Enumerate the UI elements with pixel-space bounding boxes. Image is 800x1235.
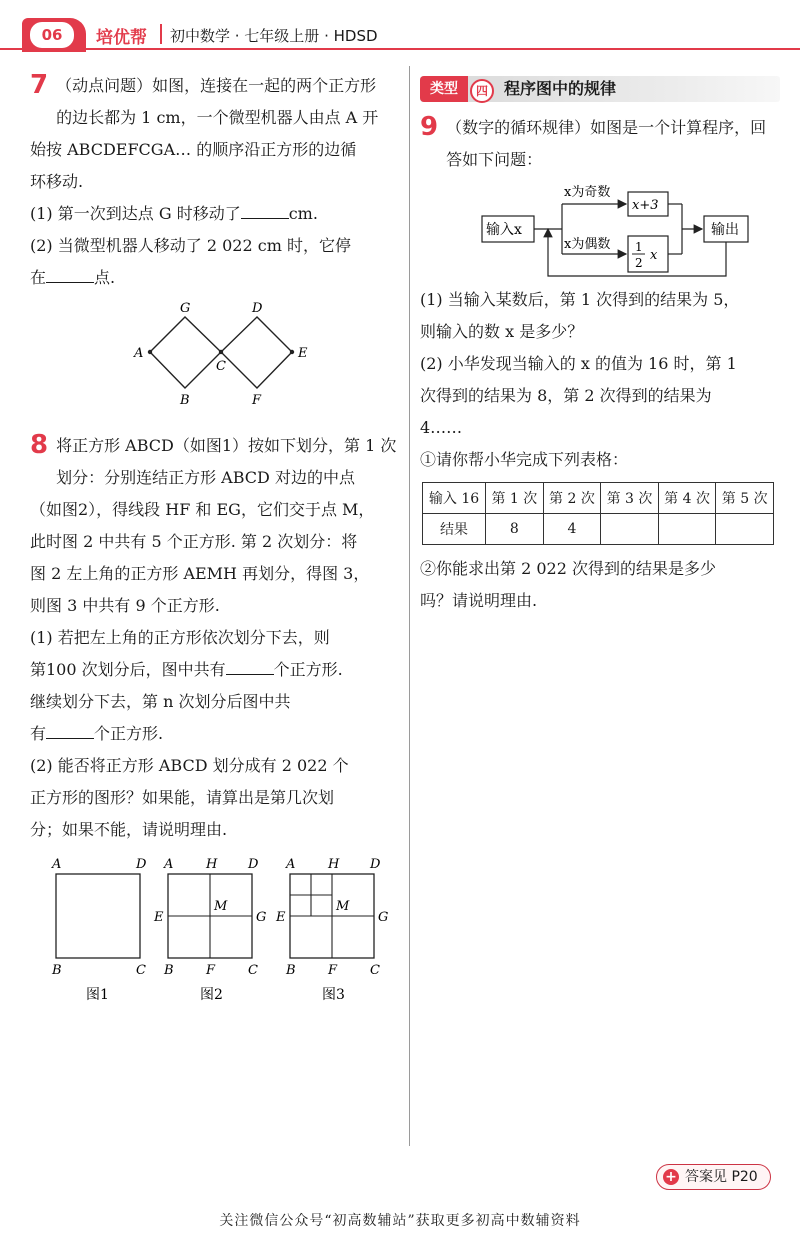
flow-odd-label: x为奇数 — [564, 185, 611, 200]
plus-circle-icon: + — [663, 1169, 679, 1185]
fig2-label-c: C — [248, 963, 258, 978]
q9-sub-2-line-1: ②你能求出第 2 022 次得到的结果是多少 — [420, 559, 716, 578]
q8-line-3: （如图2），得线段 HF 和 EG，它们交于点 M， — [30, 500, 375, 519]
table-header-cell: 第 4 次 — [658, 483, 716, 514]
q7-part-1-unit: cm. — [288, 204, 318, 223]
table-cell: 4 — [543, 514, 601, 545]
q7-text-line-2: 的边长都为 1 cm，一个微型机器人由点 A 开 — [56, 108, 379, 127]
q8-part-2-line-2: 正方形的图形？如果能，请算出是第几次划 — [30, 788, 335, 807]
q9-intro-line-1: （数字的循环规律）如图是一个计算程序，回 — [446, 118, 767, 137]
q7-point-c — [219, 350, 223, 354]
table-cell-empty[interactable] — [658, 514, 716, 545]
q7-label-a: A — [134, 346, 144, 361]
flow-even-op-denominator: 2 — [635, 256, 643, 270]
table-header-cell: 第 2 次 — [543, 483, 601, 514]
fig3-caption: 图3 — [322, 987, 345, 1003]
section-title: 程序图中的规律 — [504, 79, 617, 98]
q7-right-square — [221, 317, 292, 388]
fig2-label-a: A — [164, 857, 174, 872]
q8-line-4: 此时图 2 中共有 5 个正方形. 第 2 次划分：将 — [30, 532, 358, 551]
q7-text-line-3: 始按 ABCDEFCGA… 的顺序沿正方形的边循 — [30, 140, 357, 159]
q8-line-1: 将正方形 ABCD（如图1）按如下划分，第 1 次 — [56, 436, 397, 455]
section-banner — [420, 76, 780, 102]
q7-label-g: G — [180, 301, 191, 316]
q7-left-square — [150, 317, 221, 388]
q7-label-c: C — [216, 359, 226, 374]
q8-answer-blank-2[interactable] — [46, 720, 94, 739]
q9-part-1-line-1: (1) 当输入某数后，第 1 次得到的结果为 5， — [420, 290, 740, 309]
q9-flowchart — [420, 178, 780, 278]
fig3-label-a: A — [286, 857, 296, 872]
header-separator — [160, 24, 162, 44]
footer-note: 关注微信公众号“初高数辅站”获取更多初高中数辅资料 — [219, 1213, 581, 1229]
q9-part-2-line-3: 4…… — [420, 418, 463, 437]
section-number-badge: 四 — [470, 79, 494, 103]
table-cell-empty[interactable] — [601, 514, 659, 545]
fig3-label-h: H — [328, 857, 340, 872]
fig1-square — [56, 874, 140, 958]
fig3-label-b: B — [286, 963, 296, 978]
header-rule — [0, 48, 800, 50]
q7-text-line-1: （动点问题）如图，连接在一起的两个正方形 — [56, 76, 377, 95]
q8-answer-blank-1[interactable] — [226, 656, 274, 675]
q8-part-1-line-3: 继续划分下去，第 n 次划分后图中共 — [30, 692, 291, 711]
q7-answer-blank-1[interactable] — [241, 200, 289, 219]
q8-part-1-line-4 — [30, 718, 408, 750]
fig1-label-b: B — [52, 963, 62, 978]
fig1-caption: 图1 — [86, 987, 109, 1003]
q7-label-b: B — [180, 393, 190, 408]
answer-reference-badge[interactable] — [656, 1164, 771, 1190]
q8-part-2-line-3: 分；如果不能，请说明理由. — [30, 820, 228, 839]
q9-sub-1: ①请你帮小华完成下列表格： — [420, 450, 629, 469]
q7-label-e: E — [298, 346, 308, 361]
q7-text-line-4: 环移动. — [30, 172, 84, 191]
q7-part-2-line-1: (2) 当微型机器人移动了 2 022 cm 时，它停 — [30, 236, 351, 255]
question-7-number: 7 — [30, 70, 49, 100]
table-cell: 结果 — [423, 514, 486, 545]
fig2-label-m: M — [214, 899, 228, 914]
fig3-label-e: E — [276, 910, 286, 925]
fig2-label-e: E — [154, 910, 164, 925]
fig3-label-f: F — [328, 963, 338, 978]
flow-even-op-numerator: 1 — [635, 240, 643, 254]
question-9 — [420, 112, 780, 617]
section-tag: 类型 — [420, 76, 468, 102]
flow-output-label: 输出 — [711, 222, 739, 238]
q9-part-1-line-2: 则输入的数 x 是多少？ — [420, 322, 584, 341]
q8-line-2: 划分：分别连结正方形 ABCD 对边的中点 — [56, 468, 355, 487]
fig3-label-d: D — [370, 857, 381, 872]
q8-line-5: 图 2 左上角的正方形 AEMH 再划分，得图 3， — [30, 564, 370, 583]
flow-input-label: 输入x — [486, 222, 522, 238]
answer-reference-text: 答案见 P20 — [685, 1169, 758, 1185]
q8-part-1-tail: 个正方形. — [273, 660, 343, 679]
fig3-label-m: M — [336, 899, 350, 914]
table-header-cell: 第 1 次 — [486, 483, 544, 514]
q8-part-1-line-1: (1) 若把左上角的正方形依次划分下去，则 — [30, 628, 330, 647]
q7-part-1-text: (1) 第一次到达点 G 时移动了 — [30, 204, 241, 223]
fig2-caption: 图2 — [200, 987, 223, 1003]
q7-answer-blank-2[interactable] — [46, 264, 94, 283]
fig1-label-c: C — [136, 963, 146, 978]
fig2-label-g: G — [256, 910, 267, 925]
q7-part-2-tail: 点. — [94, 268, 116, 287]
q8-figures — [30, 854, 408, 1004]
fig2-label-b: B — [164, 963, 174, 978]
table-cell-empty[interactable] — [716, 514, 774, 545]
page-number: 06 — [30, 22, 74, 48]
table-header-cell: 第 5 次 — [716, 483, 774, 514]
q7-label-f: F — [252, 393, 262, 408]
fig3-label-c: C — [370, 963, 380, 978]
column-divider — [409, 66, 410, 1146]
fig2-label-d: D — [248, 857, 259, 872]
q7-part-1 — [30, 198, 408, 230]
q9-intro-line-2: 答如下问题： — [446, 150, 543, 169]
table-header-row — [423, 483, 774, 514]
fig3-label-g: G — [378, 910, 389, 925]
table-cell: 8 — [486, 514, 544, 545]
fig2-label-h: H — [206, 857, 218, 872]
question-8 — [30, 430, 408, 1004]
q8-part-2-line-1: (2) 能否将正方形 ABCD 划分成有 2 022 个 — [30, 756, 349, 775]
flow-even-op-variable: x — [650, 248, 658, 263]
flow-even-label: x为偶数 — [564, 237, 611, 252]
brand-name: 培优帮 — [96, 28, 147, 48]
q8-part-1-text: 第100 次划分后，图中共有 — [30, 660, 226, 679]
fig1-label-a: A — [52, 857, 62, 872]
question-7 — [30, 70, 408, 420]
book-title: 初中数学 · 七年级上册 · HDSD — [170, 27, 378, 45]
table-header-cell: 输入 16 — [423, 483, 486, 514]
q7-part-2-text: 在 — [30, 268, 47, 287]
right-column — [420, 70, 780, 617]
q8-line-6: 则图 3 中共有 9 个正方形. — [30, 596, 220, 615]
q7-point-e — [290, 350, 294, 354]
q8-part-1-line-2 — [30, 654, 408, 686]
q9-results-table — [422, 482, 774, 545]
fig1-label-d: D — [136, 857, 147, 872]
table-header-cell: 第 3 次 — [601, 483, 659, 514]
question-8-number: 8 — [30, 430, 49, 460]
q9-part-2-line-2: 次得到的结果为 8，第 2 次得到的结果为 — [420, 386, 712, 405]
left-column — [30, 70, 408, 1004]
q7-two-squares-figure — [30, 300, 408, 420]
q8-part-1-text-2: 有 — [30, 724, 47, 743]
question-9-number: 9 — [420, 112, 439, 142]
q8-part-1-tail-2: 个正方形. — [94, 724, 164, 743]
q7-label-d: D — [252, 301, 263, 316]
q9-sub-2-line-2: 吗？请说明理由. — [420, 591, 538, 610]
q9-part-2-line-1: (2) 小华发现当输入的 x 的值为 16 时，第 1 — [420, 354, 737, 373]
q7-part-2-line-2 — [30, 262, 408, 294]
fig2-label-f: F — [206, 963, 216, 978]
q7-point-a — [148, 350, 152, 354]
table-row — [423, 514, 774, 545]
flow-odd-op: x+3 — [632, 198, 659, 213]
